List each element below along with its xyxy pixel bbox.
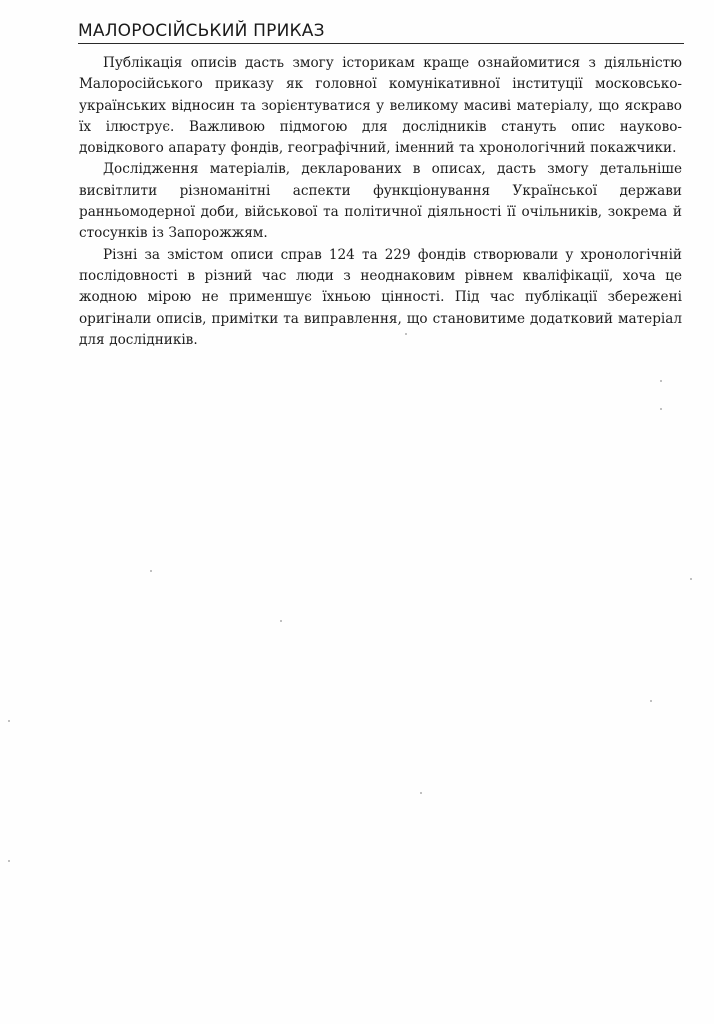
scan-speck: [420, 792, 422, 794]
scan-speck: [8, 860, 10, 862]
body-text: [79, 53, 682, 351]
scan-speck: [660, 408, 662, 410]
running-title: МАЛОРОСІЙСЬКИЙ ПРИКАЗ: [78, 21, 325, 41]
paragraph-3: Різні за змістом описи справ 124 та 229 фондів створювали у хронологічній послідовності в різний час люди з неоднаковим рівнем кваліфікації, хоча це жодною мірою не применшує їхньою цінності. Під час публікації збережені оригінали описів, примітки та виправлення, що становитиме додатковий матеріал для дослідників.: [79, 246, 682, 348]
scan-speck: [660, 380, 662, 382]
scan-speck: [405, 333, 407, 335]
header-rule: [78, 43, 684, 44]
paragraph-1: Публікація описів дасть змогу історикам краще ознайомитися з діяльністю Малоросійського приказу як головної комунікативної інституції московсько-українських відносин та зорієнтуватися у великому масиві матеріалу, що яскраво їх ілюструє. Важливою підмогою для дослідників стануть опис науково-довідкового апарату фондів, географічний, іменний та хронологічний покажчики.: [79, 55, 682, 157]
scan-speck: [690, 578, 692, 580]
scan-speck: [650, 700, 652, 702]
paragraph-2: Дослідження матеріалів, декларованих в описах, дасть змогу детальніше висвітлити різноманітні аспекти функціонування Української держави ранньомодерної доби, військової та політичної діяльності її очільників, зокрема й стосунків із Запорожжям.: [79, 161, 682, 242]
scan-speck: [150, 570, 152, 572]
scan-speck: [280, 620, 282, 622]
scan-speck: [8, 720, 10, 722]
